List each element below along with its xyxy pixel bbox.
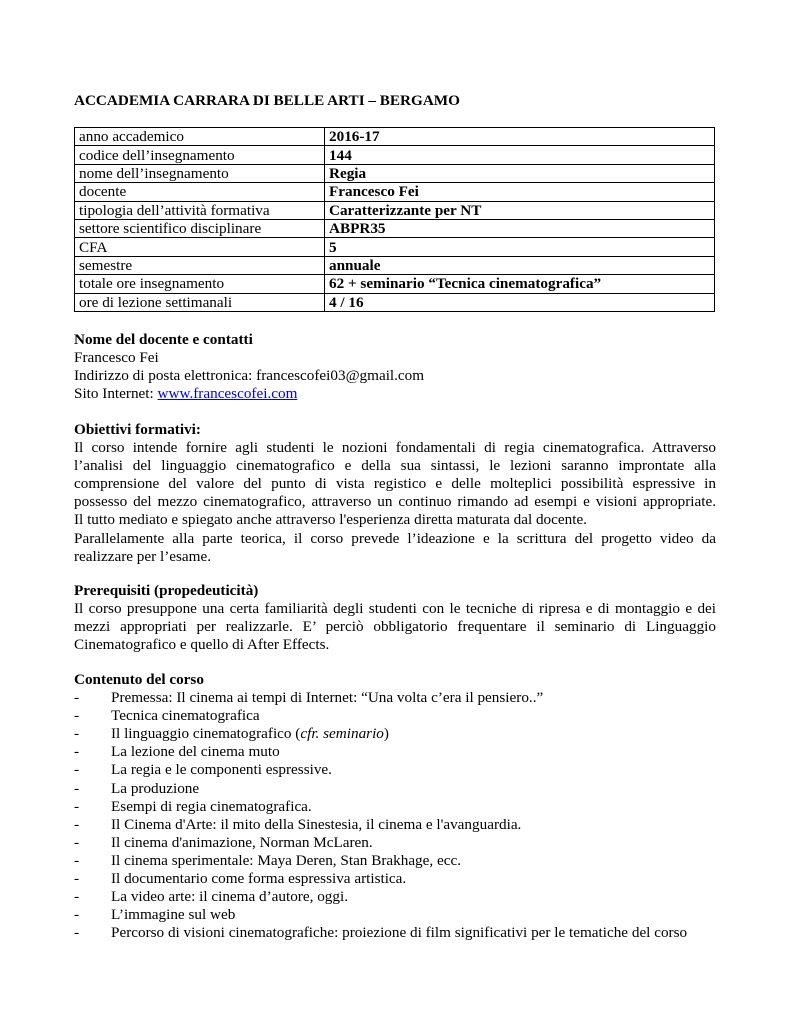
list-item [74,743,716,761]
list-item-text: Il cinema d'animazione, Norman McLaren. [111,833,373,851]
paragraph-line: comprensione del valore del punto di vista registico e delle molteplici possibilità espressive in [74,475,716,493]
table-row [75,164,715,182]
table-row [75,219,715,237]
website-line [74,385,716,403]
list-item [74,852,716,870]
list-item-text: La video arte: il cinema d’autore, oggi. [111,888,349,906]
list-item-text: Il cinema sperimentale: Maya Deren, Stan Brakhage, ecc. [111,851,462,869]
list-item-text: Il Cinema d'Arte: il mito della Sinestesia, il cinema e l'avanguardia. [111,815,522,833]
row-value: 5 [325,238,715,256]
dash-bullet: - [74,906,80,924]
row-value: 144 [325,146,715,164]
list-item-text: Percorso di visioni cinematografiche: proiezione di film significativi per le tematiche del corso [111,924,688,942]
dash-bullet: - [74,689,80,707]
list-item [74,834,716,852]
paragraph-line: Il tutto mediato e spiegato anche attraverso l'esperienza diretta maturata dal docente. [74,511,587,529]
table-row [75,238,715,256]
list-item [74,725,716,743]
table-row [75,201,715,219]
paragraph-line: Parallelamente alla parte teorica, il corso prevede l’ideazione e la scrittura del progetto video da [74,529,716,547]
institution-heading: ACCADEMIA CARRARA DI BELLE ARTI – BERGAMO [74,92,460,109]
table-row [75,183,715,201]
email-line: Indirizzo di posta elettronica: francescofei03@gmail.com [74,367,425,385]
paragraph-line: possesso del mezzo cinematografico, attraverso un continuo rimando ad esempi e visioni appropriate. [74,493,716,511]
list-item [74,924,716,942]
prerequisites-section [74,582,716,654]
objectives-title: Obiettivi formativi: [74,421,201,438]
paragraph-line: l’analisi del linguaggio cinematografico e della sua sintassi, le lezioni saranno improntate alla [74,457,716,475]
list-item [74,689,716,707]
list-item-close: ) [383,725,389,743]
row-key: totale ore insegnamento [75,275,325,293]
dash-bullet: - [74,870,80,888]
contents-title: Contenuto del corso [74,671,204,688]
row-key: codice dell’insegnamento [75,146,325,164]
paragraph-line: Cinematografico e quello di After Effects. [74,636,330,654]
list-item-text: Il linguaggio cinematografico ( [111,725,301,743]
row-key: settore scientifico disciplinare [75,219,325,237]
dash-bullet: - [74,707,80,725]
list-item [74,816,716,834]
row-value: 4 / 16 [325,293,715,311]
objectives-section [74,421,716,566]
row-value: Caratterizzante per NT [325,201,715,219]
list-item-text: L’immagine sul web [111,906,236,924]
dash-bullet: - [74,761,80,779]
row-key: tipologia dell’attività formativa [75,201,325,219]
list-item-text: Il documentario come forma espressiva artistica. [111,870,407,888]
list-item [74,761,716,779]
row-key: ore di lezione settimanali [75,293,325,311]
teacher-name: Francesco Fei [74,349,159,367]
row-value: annuale [325,256,715,274]
list-item [74,888,716,906]
list-item [74,870,716,888]
row-value: Regia [325,164,715,182]
row-value: 62 + seminario “Tecnica cinematografica” [325,275,715,293]
dash-bullet: - [74,725,80,743]
row-value: Francesco Fei [325,183,715,201]
row-value: ABPR35 [325,219,715,237]
dash-bullet: - [74,779,80,797]
list-item [74,906,716,924]
paragraph-line: mezzi appropriati per realizzarle. E’ perciò obbligatorio frequentare il seminario di Linguaggio [74,618,716,636]
list-item-text: La produzione [111,779,200,797]
paragraph-line: realizzare per l’esame. [74,547,212,565]
contacts-section [74,331,716,403]
dash-bullet: - [74,797,80,815]
dash-bullet: - [74,851,80,869]
list-item-italic: cfr. seminario [300,725,384,743]
table-row [75,128,715,146]
contents-list [74,689,716,942]
dash-bullet: - [74,833,80,851]
list-item-text: Tecnica cinematografica [111,707,260,725]
list-item [74,798,716,816]
dash-bullet: - [74,924,80,942]
list-item-text: La regia e le componenti espressive. [111,761,332,779]
dash-bullet: - [74,888,80,906]
row-key: docente [75,183,325,201]
course-info-table [74,127,715,312]
list-item-text: Esempi di regia cinematografica. [111,797,312,815]
list-item [74,780,716,798]
table-row [75,293,715,311]
row-key: semestre [75,256,325,274]
dash-bullet: - [74,815,80,833]
row-key: CFA [75,238,325,256]
contents-section [74,671,716,942]
paragraph-line: Il corso intende fornire agli studenti le nozioni fondamentali di regia cinematografica. Attraverso [74,439,716,457]
list-item [74,707,716,725]
website-link[interactable]: www.francescofei.com [157,385,298,403]
list-item-text: Premessa: Il cinema ai tempi di Internet: “Una volta c’era il pensiero..” [111,689,544,707]
table-row [75,275,715,293]
row-key: nome dell’insegnamento [75,164,325,182]
contacts-title: Nome del docente e contatti [74,331,253,348]
paragraph-line: Il corso presuppone una certa familiarità degli studenti con le tecniche di ripresa e di montaggio e dei [74,600,716,618]
table-row [75,256,715,274]
list-item-text: La lezione del cinema muto [111,743,280,761]
row-value: 2016-17 [325,128,715,146]
dash-bullet: - [74,743,80,761]
prerequisites-title: Prerequisiti (propedeuticità) [74,582,259,599]
table-row [75,146,715,164]
row-key: anno accademico [75,128,325,146]
website-label: Sito Internet: [74,385,158,403]
